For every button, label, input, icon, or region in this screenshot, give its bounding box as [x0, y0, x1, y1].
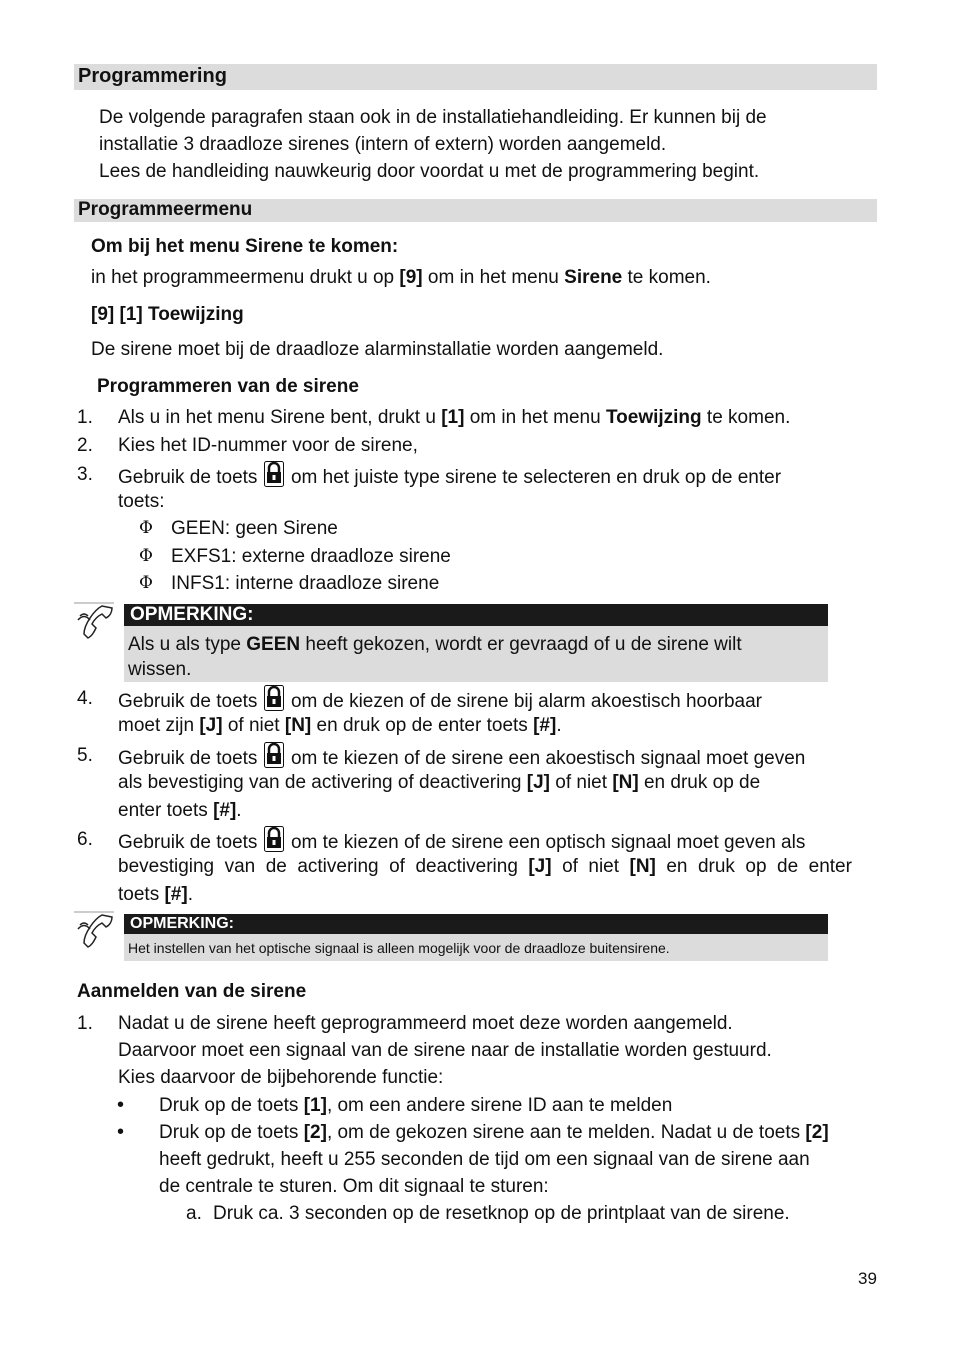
subsection-title: Programmeermenu — [78, 199, 253, 220]
step-number: 5. — [77, 745, 93, 766]
telephone-note-icon — [74, 911, 118, 951]
section-title: Programmering — [78, 65, 227, 87]
intro-line: De volgende paragrafen staan ook in de installatiehandleiding. Er kunnen bij de — [99, 107, 767, 128]
assign-heading: [9] [1] Toewijzing — [91, 304, 244, 325]
sub-item-label: a. — [186, 1203, 202, 1224]
register-line: Daarvoor moet een signaal van de sirene naar de installatie worden gestuurd. — [118, 1040, 772, 1061]
step-4-text-cont: moet zijn [J] of niet [N] en druk op de enter toets [#]. — [118, 715, 562, 736]
lock-key-icon — [264, 685, 284, 711]
note-text: Het instellen van het optische signaal is alleen mogelijk voor de draadloze buitensirene. — [128, 940, 670, 956]
step-3-text: Gebruik de toets om het juiste type sirene te selecteren en druk op de enter — [118, 461, 781, 491]
option-marker: Φ — [139, 546, 153, 566]
step-number: 6. — [77, 829, 93, 850]
menu-heading: Om bij het menu Sirene te komen: — [91, 236, 399, 257]
telephone-note-icon — [74, 602, 118, 642]
step-number: 1. — [77, 407, 93, 428]
register-line: Nadat u de sirene heeft geprogrammeerd moet deze worden aangemeld. — [118, 1013, 733, 1034]
note-header — [124, 604, 828, 626]
bullet-item: Druk op de toets [1], om een andere sirene ID aan te melden — [159, 1095, 673, 1116]
page-number: 39 — [858, 1269, 877, 1288]
note-header — [124, 914, 828, 934]
step-5-text: Gebruik de toets om te kiezen of de sirene een akoestisch signaal moet geven — [118, 742, 805, 772]
lock-key-icon — [264, 742, 284, 768]
step-number: 3. — [77, 464, 93, 485]
prog-heading: Programmeren van de sirene — [97, 376, 359, 397]
bullet-item-cont: de centrale te sturen. Om dit signaal te sturen: — [159, 1176, 549, 1197]
step-6-text: Gebruik de toets om te kiezen of de sirene een optisch signaal moet geven als — [118, 826, 805, 856]
step-6-text-cont: toets [#]. — [118, 884, 193, 905]
register-heading: Aanmelden van de sirene — [77, 981, 307, 1002]
step-1-text: Als u in het menu Sirene bent, drukt u [1] om in het menu Toewijzing te komen. — [118, 407, 791, 428]
step-number: 1. — [77, 1013, 93, 1034]
step-2-text: Kies het ID-nummer voor de sirene, — [118, 435, 418, 456]
bullet-marker: • — [117, 1094, 125, 1116]
step-6-text-justified: bevestiging van de activering of deactivering [J] of niet [N] en druk op de enter — [118, 856, 852, 877]
step-5-text-cont: als bevestiging van de activering of deactivering [J] of niet [N] en druk op de — [118, 772, 761, 793]
option-item: GEEN: geen Sirene — [171, 518, 338, 539]
note-text: Als u als type GEEN heeft gekozen, wordt er gevraagd of u de sirene wilt — [128, 634, 742, 655]
assign-text: De sirene moet bij de draadloze alarminstallatie worden aangemeld. — [91, 339, 664, 360]
option-marker: Φ — [139, 518, 153, 538]
option-item: INFS1: interne draadloze sirene — [171, 573, 440, 594]
register-line: Kies daarvoor de bijbehorende functie: — [118, 1067, 444, 1088]
step-number: 4. — [77, 688, 93, 709]
note-text-cont: wissen. — [128, 659, 192, 680]
lock-key-icon — [264, 826, 284, 852]
menu-instruction: in het programmeermenu drukt u op [9] om in het menu Sirene te komen. — [91, 267, 711, 288]
sub-item-text: Druk ca. 3 seconden op de resetknop op de printplaat van de sirene. — [213, 1203, 790, 1224]
lock-key-icon — [264, 461, 284, 487]
note-label: OPMERKING: — [130, 604, 254, 625]
bullet-item-cont: heeft gedrukt, heeft u 255 seconden de tijd om een signaal van de sirene aan — [159, 1149, 810, 1170]
note-label: OPMERKING: — [130, 915, 234, 932]
bullet-marker: • — [117, 1121, 125, 1143]
option-item: EXFS1: externe draadloze sirene — [171, 546, 451, 567]
intro-line: installatie 3 draadloze sirenes (intern of extern) worden aangemeld. — [99, 134, 667, 155]
step-3-text-cont: toets: — [118, 491, 165, 512]
step-number: 2. — [77, 435, 93, 456]
intro-line: Lees de handleiding nauwkeurig door voordat u met de programmering begint. — [99, 161, 760, 182]
step-5-text-cont: enter toets [#]. — [118, 800, 242, 821]
step-4-text: Gebruik de toets om de kiezen of de sirene bij alarm akoestisch hoorbaar — [118, 685, 762, 715]
note-body — [124, 626, 828, 682]
bullet-item: Druk op de toets [2], om de gekozen sirene aan te melden. Nadat u de toets [2] — [159, 1122, 829, 1143]
option-marker: Φ — [139, 573, 153, 593]
note-body — [124, 934, 828, 961]
